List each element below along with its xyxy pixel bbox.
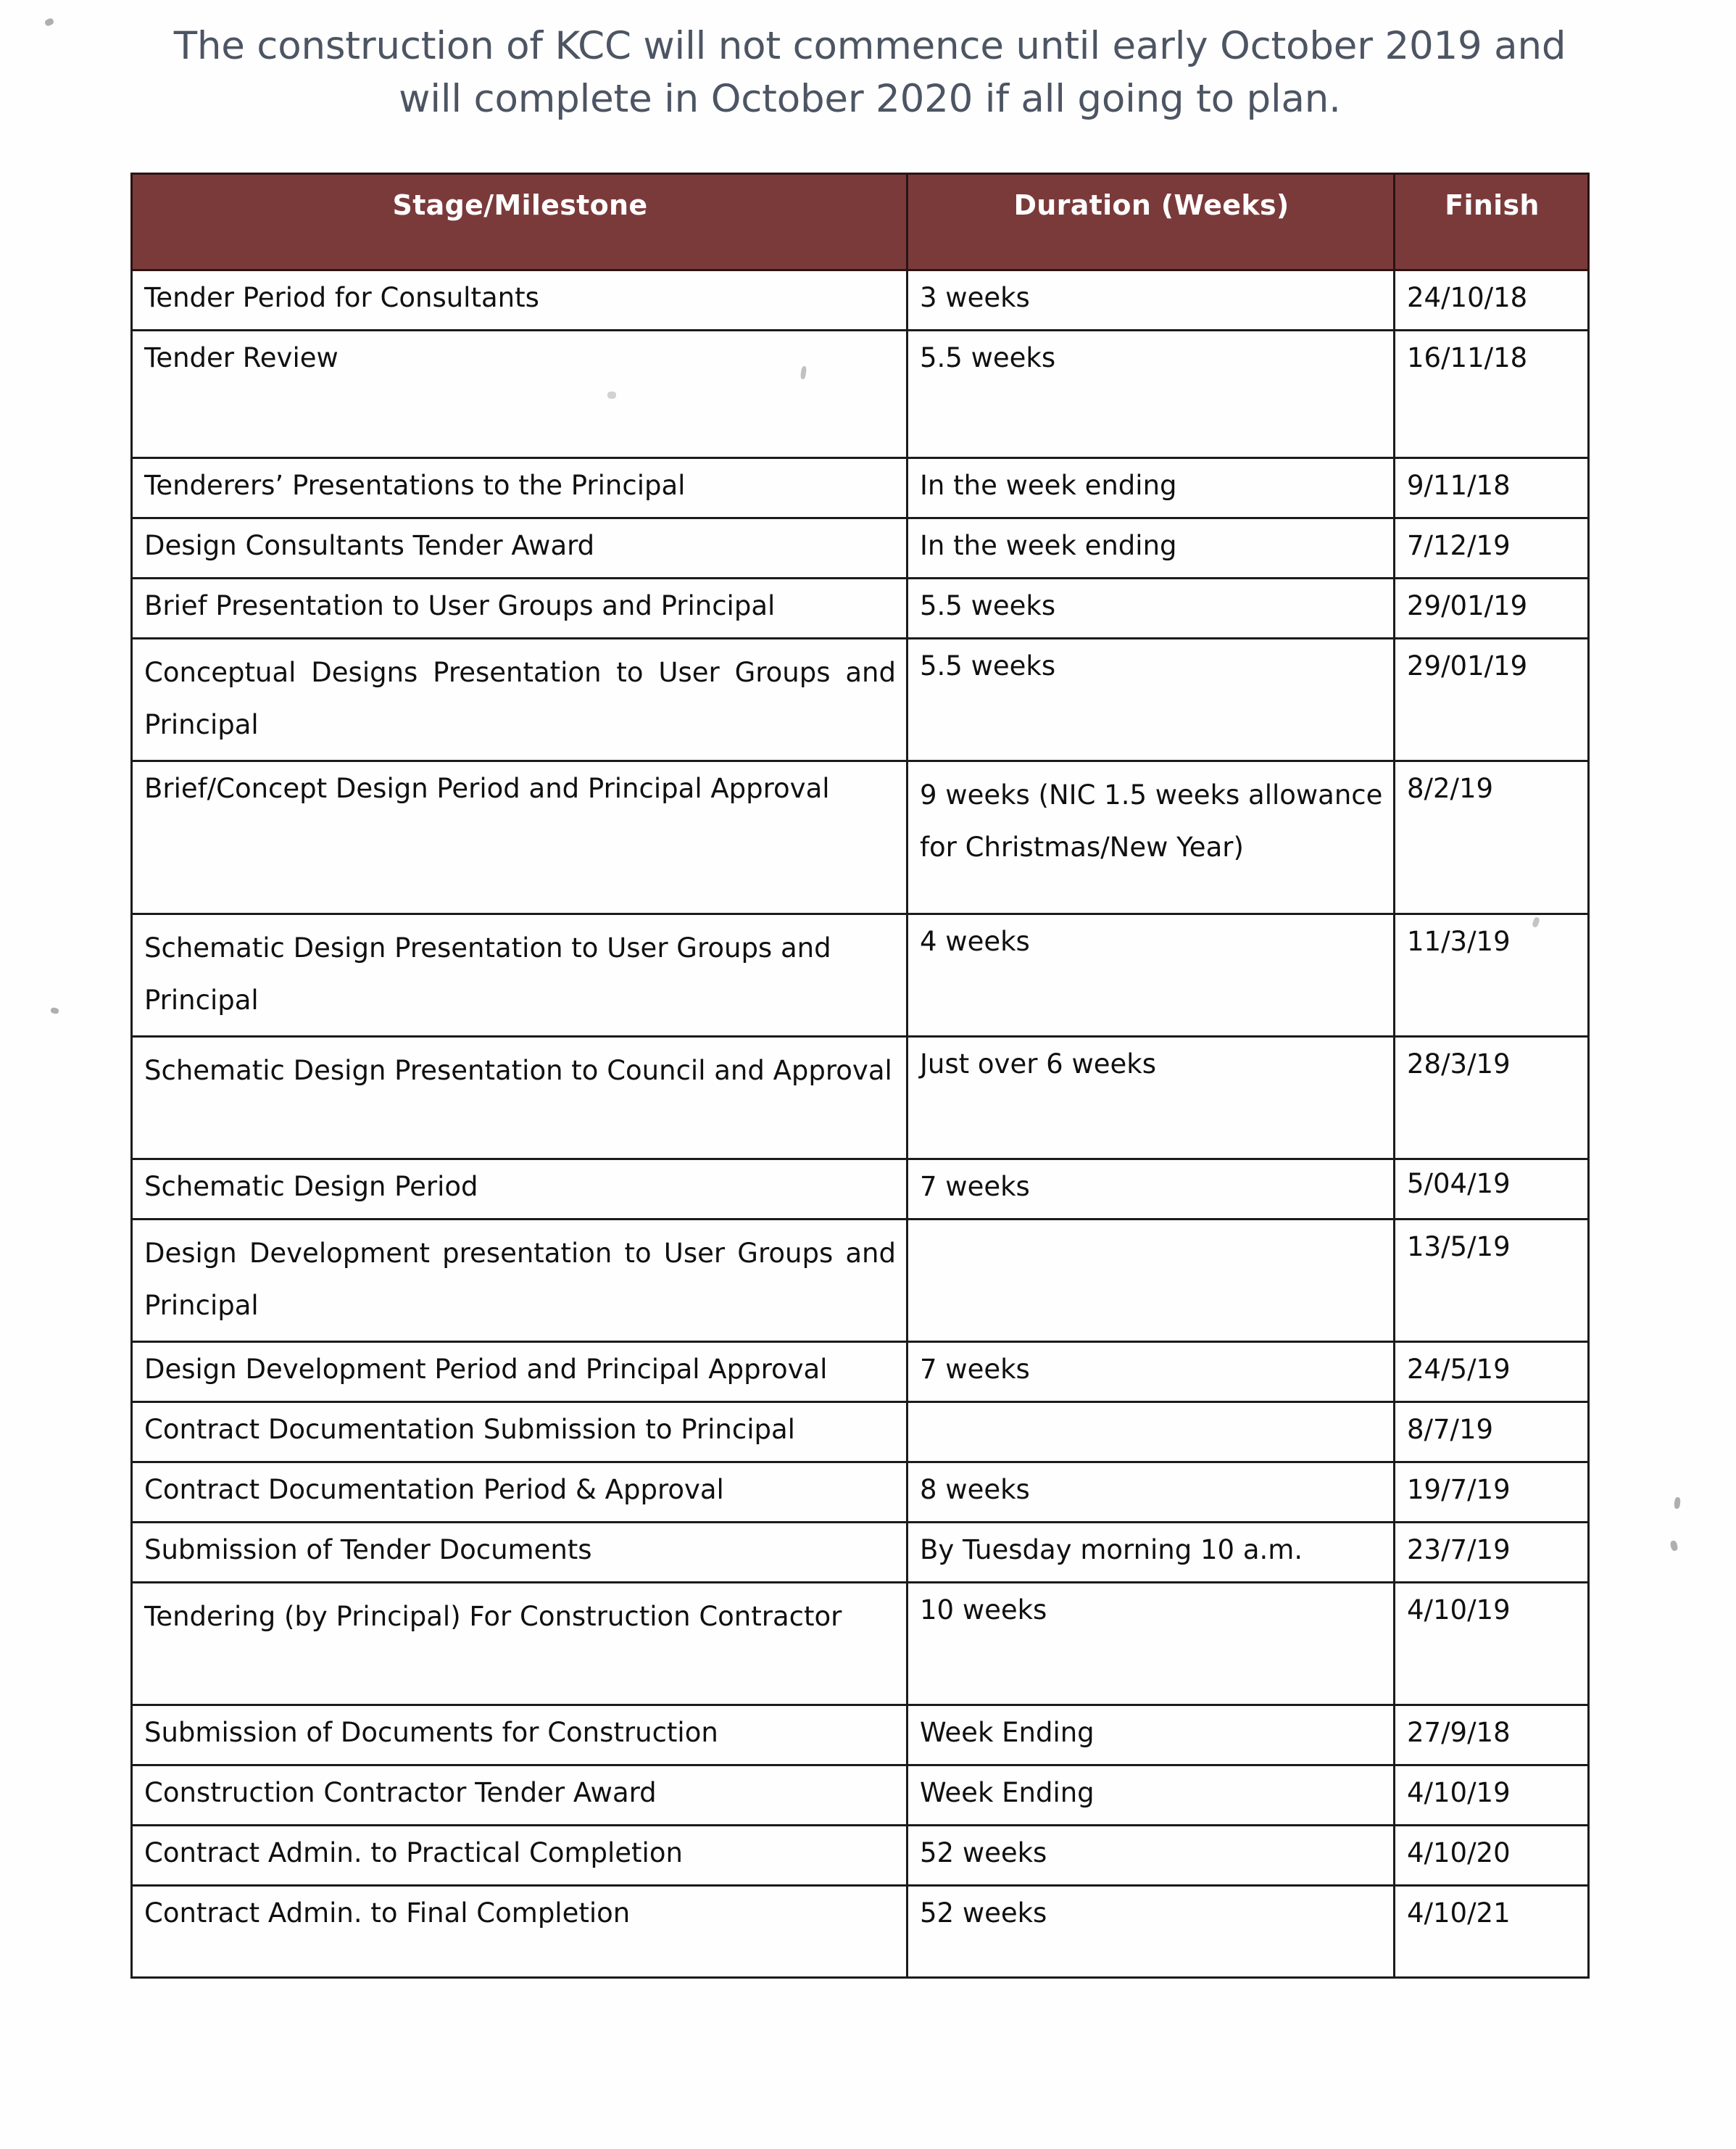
- stage-text: Conceptual Designs Presentation to User Groups and Principal: [144, 657, 896, 741]
- cell-finish: [1395, 639, 1589, 761]
- stage-text: Design Development Period and Principal Approval: [144, 1354, 828, 1385]
- table-row: [132, 1402, 1589, 1462]
- stage-text: Design Development presentation to User Groups and Principal: [144, 1238, 896, 1322]
- finish-text: 9/11/18: [1407, 470, 1511, 501]
- finish-text: 4/10/19: [1407, 1594, 1511, 1626]
- cell-stage: [132, 1037, 908, 1159]
- cell-finish: [1395, 1705, 1589, 1765]
- stage-text: Submission of Tender Documents: [144, 1534, 592, 1565]
- scan-speck: [1669, 1540, 1678, 1552]
- cell-stage: [132, 270, 908, 331]
- table-row: [132, 1705, 1589, 1765]
- cell-duration: [908, 639, 1395, 761]
- cell-duration: [908, 579, 1395, 639]
- duration-text: 10 weeks: [920, 1594, 1047, 1626]
- finish-text: 13/5/19: [1407, 1231, 1511, 1262]
- duration-text: In the week ending: [920, 470, 1177, 501]
- stage-text: Tender Review: [144, 342, 339, 373]
- column-header-finish: Finish: [1395, 174, 1589, 270]
- cell-stage: [132, 639, 908, 761]
- finish-text: 8/7/19: [1407, 1414, 1494, 1445]
- cell-stage: [132, 1886, 908, 1978]
- cell-duration: [908, 331, 1395, 458]
- cell-stage: [132, 1220, 908, 1342]
- cell-stage: [132, 761, 908, 914]
- table-row: [132, 639, 1589, 761]
- cell-finish: [1395, 1342, 1589, 1402]
- stage-text: Submission of Documents for Construction: [144, 1717, 718, 1748]
- cell-duration: [908, 1886, 1395, 1978]
- cell-finish: [1395, 1886, 1589, 1978]
- stage-text: Construction Contractor Tender Award: [144, 1777, 657, 1808]
- cell-finish: [1395, 1523, 1589, 1583]
- cell-finish: [1395, 1220, 1589, 1342]
- cell-finish: [1395, 1765, 1589, 1826]
- table-row: [132, 914, 1589, 1037]
- duration-text: 52 weeks: [920, 1897, 1047, 1929]
- cell-finish: [1395, 1826, 1589, 1886]
- table-row: [132, 1765, 1589, 1826]
- finish-text: 29/01/19: [1407, 650, 1528, 682]
- stage-text: Contract Admin. to Final Completion: [144, 1897, 631, 1929]
- cell-duration: [908, 1159, 1395, 1220]
- cell-stage: [132, 1523, 908, 1583]
- finish-text: 24/5/19: [1407, 1354, 1511, 1385]
- stage-text: Contract Admin. to Practical Completion: [144, 1837, 683, 1868]
- cell-duration: [908, 914, 1395, 1037]
- table-row: [132, 761, 1589, 914]
- stage-text: Contract Documentation Submission to Principal: [144, 1414, 795, 1445]
- duration-text: 8 weeks: [920, 1474, 1030, 1505]
- duration-text: 4 weeks: [920, 926, 1030, 957]
- cell-duration: [908, 761, 1395, 914]
- finish-text: 7/12/19: [1407, 530, 1511, 561]
- finish-text: 19/7/19: [1407, 1474, 1511, 1505]
- column-header-duration: Duration (Weeks): [908, 174, 1395, 270]
- cell-finish: [1395, 331, 1589, 458]
- table-row: [132, 1220, 1589, 1342]
- duration-text: Week Ending: [920, 1777, 1095, 1808]
- cell-stage: [132, 1583, 908, 1705]
- table-row: [132, 1583, 1589, 1705]
- cell-stage: [132, 1462, 908, 1523]
- cell-duration: [908, 270, 1395, 331]
- table-row: [132, 1037, 1589, 1159]
- finish-text: 16/11/18: [1407, 342, 1528, 373]
- table-row: [132, 458, 1589, 518]
- table-row: [132, 1523, 1589, 1583]
- finish-text: 23/7/19: [1407, 1534, 1511, 1565]
- table-header-row: [132, 174, 1589, 270]
- page-title-line-1: The construction of KCC will not commence until early October 2019 and: [173, 24, 1566, 68]
- cell-finish: [1395, 1037, 1589, 1159]
- cell-duration: [908, 1523, 1395, 1583]
- finish-text: 11/3/19: [1407, 926, 1511, 957]
- cell-stage: [132, 518, 908, 579]
- cell-stage: [132, 1765, 908, 1826]
- stage-text: Brief Presentation to User Groups and Principal: [144, 590, 776, 621]
- stage-text: Schematic Design Period: [144, 1171, 478, 1202]
- cell-finish: [1395, 1159, 1589, 1220]
- duration-text: In the week ending: [920, 530, 1177, 561]
- table-row: [132, 1342, 1589, 1402]
- cell-finish: [1395, 1402, 1589, 1462]
- cell-finish: [1395, 458, 1589, 518]
- cell-stage: [132, 1705, 908, 1765]
- cell-finish: [1395, 914, 1589, 1037]
- duration-text: By Tuesday morning 10 a.m.: [920, 1534, 1303, 1565]
- cell-finish: [1395, 1462, 1589, 1523]
- duration-text: 7 weeks: [920, 1171, 1030, 1202]
- cell-duration: [908, 1583, 1395, 1705]
- stage-text: Schematic Design Presentation to Council and Approval: [144, 1055, 892, 1086]
- finish-text: 4/10/19: [1407, 1777, 1511, 1808]
- duration-text: 3 weeks: [920, 282, 1030, 313]
- duration-text: 7 weeks: [920, 1354, 1030, 1385]
- cell-duration: [908, 1402, 1395, 1462]
- scan-speck: [50, 1007, 59, 1014]
- table-row: [132, 518, 1589, 579]
- table-row: [132, 579, 1589, 639]
- column-header-stage: Stage/Milestone: [132, 174, 908, 270]
- table-row: [132, 1159, 1589, 1220]
- cell-stage: [132, 1826, 908, 1886]
- table-row: [132, 1886, 1589, 1978]
- cell-finish: [1395, 579, 1589, 639]
- cell-finish: [1395, 1583, 1589, 1705]
- finish-text: 28/3/19: [1407, 1048, 1511, 1080]
- finish-text: 4/10/21: [1407, 1897, 1511, 1929]
- cell-stage: [132, 458, 908, 518]
- finish-text: 8/2/19: [1407, 773, 1494, 804]
- cell-duration: [908, 1826, 1395, 1886]
- page-title: [109, 20, 1631, 125]
- cell-finish: [1395, 761, 1589, 914]
- stage-text: Brief/Concept Design Period and Principal Approval: [144, 773, 830, 804]
- cell-finish: [1395, 518, 1589, 579]
- cell-duration: [908, 1462, 1395, 1523]
- cell-stage: [132, 579, 908, 639]
- duration-text: 5.5 weeks: [920, 342, 1056, 373]
- schedule-table: [130, 173, 1590, 1979]
- stage-text: Tendering (by Principal) For Construction Contractor: [144, 1601, 842, 1632]
- duration-text: 5.5 weeks: [920, 650, 1056, 682]
- scan-speck: [44, 17, 55, 27]
- table-body: [132, 270, 1589, 1978]
- stage-text: Tenderers’ Presentations to the Principal: [144, 470, 686, 501]
- cell-duration: [908, 1342, 1395, 1402]
- cell-duration: [908, 1765, 1395, 1826]
- cell-stage: [132, 914, 908, 1037]
- cell-stage: [132, 1159, 908, 1220]
- page-title-line-2: will complete in October 2020 if all going to plan.: [399, 76, 1341, 121]
- table-row: [132, 1826, 1589, 1886]
- duration-text: 52 weeks: [920, 1837, 1047, 1868]
- duration-text: Just over 6 weeks: [920, 1048, 1156, 1080]
- table-row: [132, 270, 1589, 331]
- scan-speck: [1674, 1497, 1681, 1510]
- cell-finish: [1395, 270, 1589, 331]
- finish-text: 29/01/19: [1407, 590, 1528, 621]
- cell-duration: [908, 458, 1395, 518]
- stage-text: Tender Period for Consultants: [144, 282, 539, 313]
- cell-stage: [132, 331, 908, 458]
- cell-duration: [908, 1705, 1395, 1765]
- duration-text: 5.5 weeks: [920, 590, 1056, 621]
- finish-text: 4/10/20: [1407, 1837, 1511, 1868]
- stage-text: Contract Documentation Period & Approval: [144, 1474, 724, 1505]
- duration-text: 9 weeks (NIC 1.5 weeks allowance for Christmas/New Year): [920, 779, 1383, 864]
- cell-duration: [908, 1220, 1395, 1342]
- finish-text: 27/9/18: [1407, 1717, 1511, 1748]
- stage-text: Design Consultants Tender Award: [144, 530, 595, 561]
- table-row: [132, 331, 1589, 458]
- schedule-table-container: [130, 173, 1587, 1979]
- duration-text: Week Ending: [920, 1717, 1095, 1748]
- finish-text: 5/04/19: [1407, 1168, 1511, 1199]
- cell-duration: [908, 1037, 1395, 1159]
- table-header: [132, 174, 1589, 270]
- cell-stage: [132, 1342, 908, 1402]
- cell-duration: [908, 518, 1395, 579]
- stage-text: Schematic Design Presentation to User Groups and Principal: [144, 932, 831, 1016]
- table-row: [132, 1462, 1589, 1523]
- finish-text: 24/10/18: [1407, 282, 1528, 313]
- cell-stage: [132, 1402, 908, 1462]
